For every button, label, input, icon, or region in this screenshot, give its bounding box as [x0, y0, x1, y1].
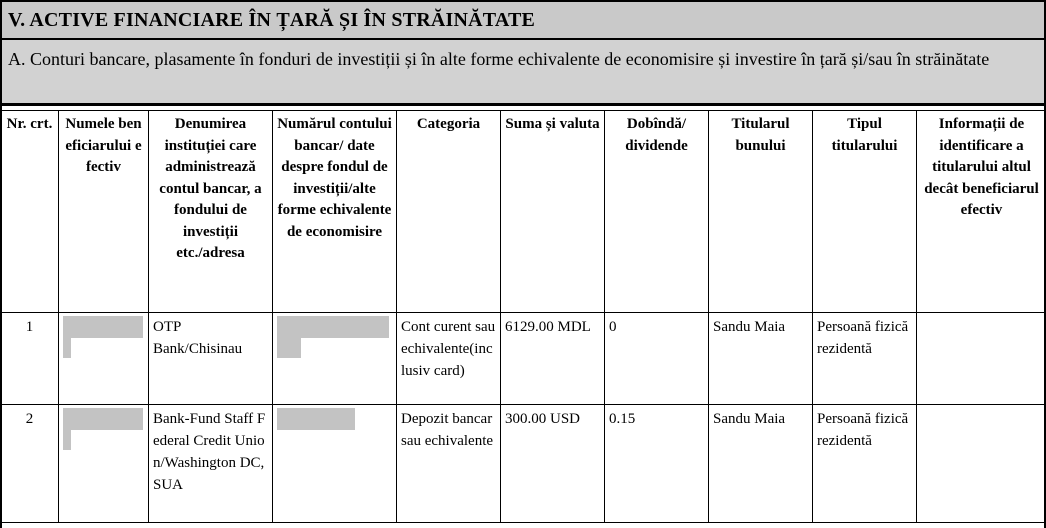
owner-cell: Sandu Maia — [709, 313, 813, 405]
subsection-title: A. Conturi bancare, plasamente în fonduri de investiții și în alte forme echivalente de economisire și investire în țară și/sau în străinătate — [0, 40, 1046, 106]
header-owner-type: Tipul titularului — [813, 111, 917, 313]
interest-cell: 0.15 — [605, 405, 709, 523]
redacted-block — [63, 316, 143, 338]
table-row — [1, 405, 1046, 523]
category-cell: Cont curent sau echivalente(inclusiv card) — [397, 313, 501, 405]
row-nr: 1 — [1, 313, 59, 405]
header-interest: Dobîndă/ dividende — [605, 111, 709, 313]
redacted-block — [277, 338, 301, 358]
redacted-block — [63, 338, 71, 358]
interest-cell: 0 — [605, 313, 709, 405]
redacted-block — [277, 316, 389, 338]
beneficiary-cell — [59, 405, 149, 523]
bank-accounts-table — [0, 110, 1046, 523]
amount-cell: 6129.00 MDL — [501, 313, 605, 405]
other-info-cell — [917, 313, 1046, 405]
account-number-cell — [273, 313, 397, 405]
owner-type-cell: Persoană fizică rezidentă — [813, 313, 917, 405]
section-title: V. ACTIVE FINANCIARE ÎN ȚARĂ ȘI ÎN STRĂINĂTATE — [0, 0, 1046, 40]
redacted-block — [63, 408, 143, 430]
table-row — [1, 313, 1046, 405]
header-institution: Denumirea instituției care administrează contul bancar, a fondului de investiții etc./adresa — [149, 111, 273, 313]
institution-cell: Bank-Fund Staff Federal Credit Union/Washington DC, SUA — [149, 405, 273, 523]
owner-type-cell: Persoană fizică rezidentă — [813, 405, 917, 523]
institution-cell: OTP Bank/Chisinau — [149, 313, 273, 405]
table-header-row — [1, 111, 1046, 313]
header-nr: Nr. crt. — [1, 111, 59, 313]
header-amount: Suma și valuta — [501, 111, 605, 313]
category-cell: Depozit bancar sau echivalente — [397, 405, 501, 523]
amount-cell: 300.00 USD — [501, 405, 605, 523]
header-account-number: Numărul contului bancar/ date despre fondul de investiții/alte forme echivalente de economisire — [273, 111, 397, 313]
other-info-cell — [917, 405, 1046, 523]
header-other-info: Informații de identificare a titularului altul decât beneficiarul efectiv — [917, 111, 1046, 313]
owner-cell: Sandu Maia — [709, 405, 813, 523]
redacted-block — [277, 408, 355, 430]
row-nr: 2 — [1, 405, 59, 523]
account-number-cell — [273, 405, 397, 523]
table-border-left — [0, 106, 2, 528]
header-beneficiary: Numele beneficiarului efectiv — [59, 111, 149, 313]
redacted-block — [63, 430, 71, 450]
beneficiary-cell — [59, 313, 149, 405]
header-owner: Titularul bunului — [709, 111, 813, 313]
header-category: Categoria — [397, 111, 501, 313]
